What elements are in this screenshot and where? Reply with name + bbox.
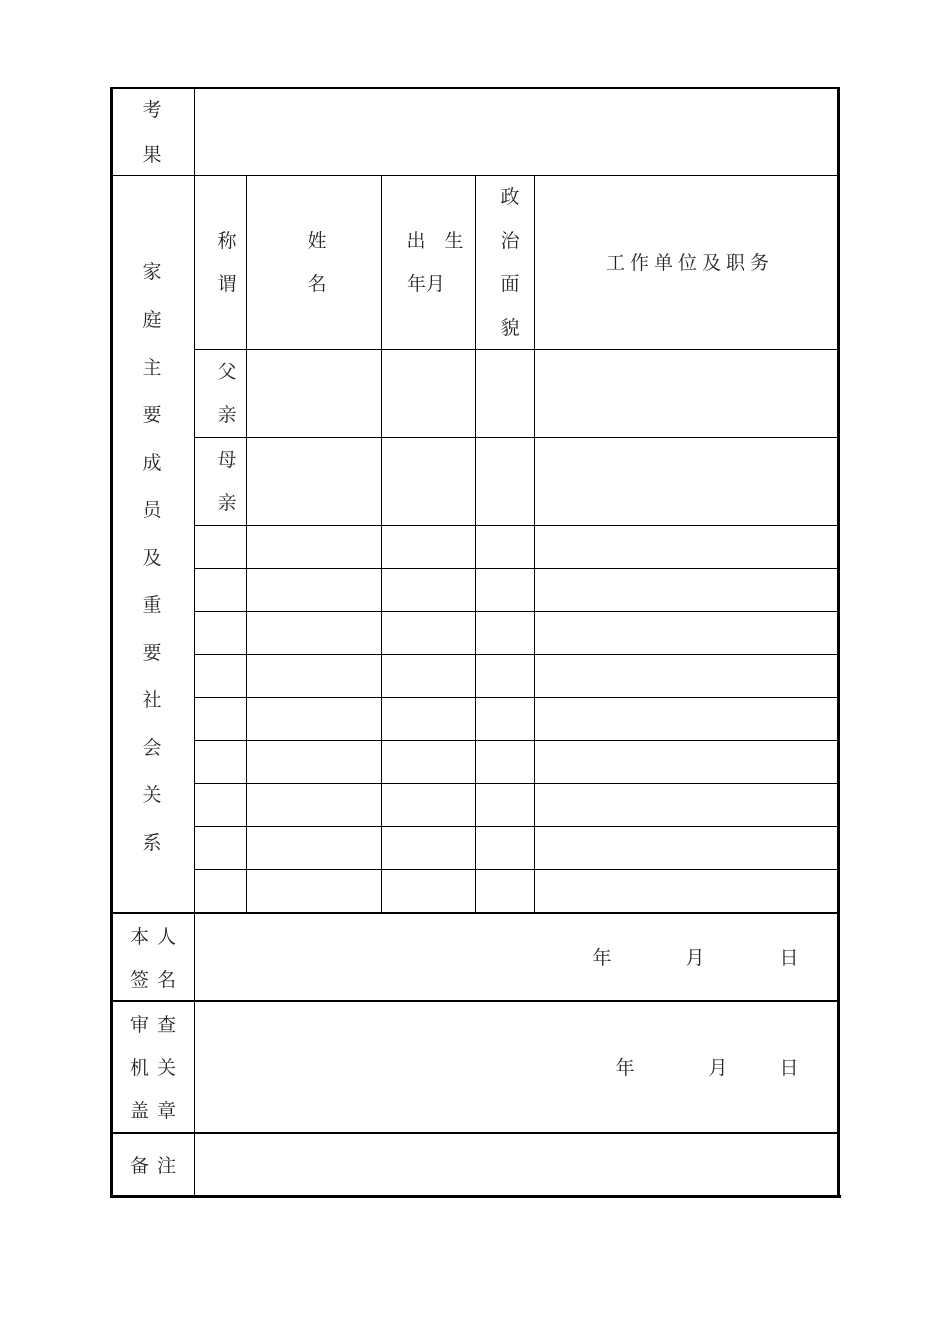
family-section-label: 主 xyxy=(142,357,162,379)
remarks-label: 备注 xyxy=(129,1155,185,1177)
label-column-divider xyxy=(194,87,195,1197)
border-right xyxy=(837,87,840,1198)
header-title: 谓 xyxy=(217,273,237,295)
family-col-divider-3 xyxy=(475,175,476,913)
family-col-divider-4 xyxy=(534,175,535,913)
review-year: 年 xyxy=(615,1057,635,1079)
member-title: 亲 xyxy=(217,404,237,426)
header-political: 貌 xyxy=(500,317,520,339)
review-agency-label: 机关 xyxy=(129,1057,185,1079)
self-signature-label: 签名 xyxy=(129,969,185,991)
review-day: 日 xyxy=(779,1057,799,1079)
family-section-label: 社 xyxy=(142,689,162,711)
family-row-divider xyxy=(194,783,839,784)
family-col-divider-2 xyxy=(381,175,382,913)
family-row-divider xyxy=(194,697,839,698)
family-row-divider xyxy=(194,654,839,655)
family-col-divider-1 xyxy=(246,175,247,913)
header-name: 名 xyxy=(307,273,327,295)
exam-result-field[interactable] xyxy=(196,90,836,174)
header-work: 工作单位及职务 xyxy=(605,252,775,274)
review-agency-field[interactable] xyxy=(196,1003,836,1131)
family-section-label: 要 xyxy=(142,642,162,664)
family-section-label: 系 xyxy=(142,832,162,854)
signature-year: 年 xyxy=(592,947,612,969)
family-row-divider xyxy=(194,525,839,526)
header-name: 姓 xyxy=(307,230,327,252)
self-signature-label: 本人 xyxy=(129,926,185,948)
header-title: 称 xyxy=(217,230,237,252)
family-row-divider xyxy=(194,826,839,827)
header-political: 面 xyxy=(500,273,520,295)
divider-signature-review xyxy=(110,1000,840,1002)
family-section-label: 庭 xyxy=(142,309,162,331)
self-signature-field[interactable] xyxy=(196,915,836,999)
border-bottom xyxy=(110,1195,841,1198)
header-political: 政 xyxy=(500,186,520,208)
header-birth: 年月 xyxy=(406,273,446,295)
family-section-label: 成 xyxy=(142,452,162,474)
family-row-divider xyxy=(194,869,839,870)
header-birth: 出 生 xyxy=(406,230,464,252)
remarks-field[interactable] xyxy=(196,1135,836,1194)
family-section-label: 家 xyxy=(142,261,162,283)
family-section-label: 及 xyxy=(142,547,162,569)
review-agency-label: 审查 xyxy=(129,1014,185,1036)
family-row-divider xyxy=(194,349,839,350)
family-section-label: 会 xyxy=(142,737,162,759)
signature-month: 月 xyxy=(685,947,705,969)
header-political: 治 xyxy=(500,230,520,252)
review-month: 月 xyxy=(708,1057,728,1079)
family-section-label: 要 xyxy=(142,404,162,426)
border-top xyxy=(110,87,840,89)
family-section-label: 员 xyxy=(142,499,162,521)
review-agency-label: 盖章 xyxy=(129,1100,185,1122)
exam-result-label: 考 xyxy=(142,99,162,121)
family-row-divider xyxy=(194,611,839,612)
signature-day: 日 xyxy=(779,947,799,969)
member-title: 父 xyxy=(217,361,237,383)
exam-result-label: 果 xyxy=(142,144,162,166)
member-title: 母 xyxy=(217,449,237,471)
family-row-divider xyxy=(194,740,839,741)
family-row-divider xyxy=(194,437,839,438)
divider-review-remarks xyxy=(110,1132,840,1134)
family-section-label: 重 xyxy=(142,594,162,616)
member-title: 亲 xyxy=(217,492,237,514)
family-row-divider xyxy=(194,568,839,569)
border-left xyxy=(110,87,113,1198)
family-section-label: 关 xyxy=(142,784,162,806)
